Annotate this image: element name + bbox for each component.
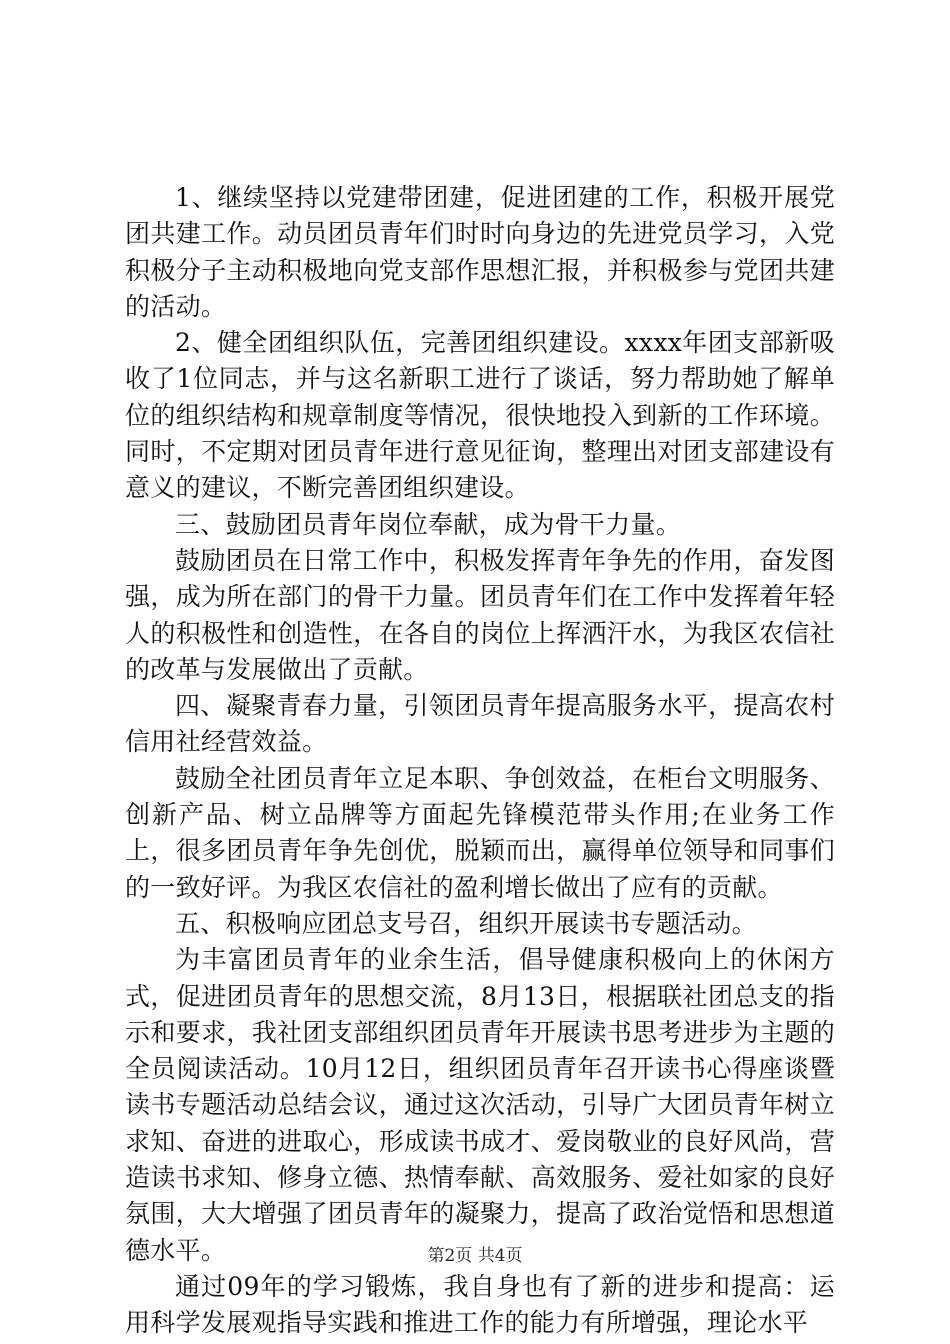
paragraph-4: 鼓励全社团员青年立足本职、争创效益，在柜台文明服务、创新产品、树立品牌等方面起先锋模范带头作用;在业务工作上，很多团员青年争先创优，脱颖而出，赢得单位领导和同事们的一致好评。为我区农信社的盈利增长做出了应有的贡献。 [125, 763, 835, 902]
section-heading-3: 三、鼓励团员青年岗位奉献，成为骨干力量。 [175, 509, 682, 539]
paragraph-1: 1、继续坚持以党建带团建，促进团建的工作，积极开展党团共建工作。动员团员青年们时时向身边的先进党员学习，入党积极分子主动积极地向党支部作思想汇报，并积极参与党团共建的活动。 [125, 183, 835, 321]
paragraph-5: 为丰富团员青年的业余生活，倡导健康积极向上的休闲方式，促进团员青年的思想交流，8月13日，根据联社团总支的指示和要求，我社团支部组织团员青年开展读书思考进步为主题的全员阅读活动。10月12日，组织团员青年召开读书心得座谈暨读书专题活动总结会议，通过这次活动，引导广大团员青年树立求知、奋进的进取心，形成读书成才、爱岗敬业的良好风尚，营造读书求知、修身立德、热情奉献、高效服务、爱社如家的良好氛围，大大增强了团员青年的凝聚力，提高了政治觉悟和思想道德水平。 [125, 945, 835, 1265]
document-body [125, 180, 835, 1342]
section-heading-5: 五、积极响应团总支号召，组织开展读书专题活动。 [175, 908, 757, 938]
paragraph-2: 2、健全团组织队伍，完善团组织建设。xxxx年团支部新吸收了1位同志，并与这名新职工进行了谈话，努力帮助她了解单位的组织结构和规章制度等情况，很快地投入到新的工作环境。同时，不定期对团员青年进行意见征询，整理出对团支部建设有意义的建议，不断完善团组织建设。 [125, 328, 835, 503]
section-heading-4: 四、凝聚青春力量，引领团员青年提高服务水平，提高农村信用社经营效益。 [125, 691, 835, 757]
paragraph-3: 鼓励团员在日常工作中，积极发挥青年争先的作用，奋发图强，成为所在部门的骨干力量。团员青年们在工作中发挥着年轻人的积极性和创造性，在各自的岗位上挥洒汗水，为我区农信社的改革与发展做出了贡献。 [125, 545, 835, 684]
page-number-footer: 第2页 共4页 [427, 1246, 523, 1266]
paragraph-6: 通过09年的学习锻炼，我自身也有了新的进步和提高：运用科学发展观指导实践和推进工作的能力有所增强，理论水平 [125, 1271, 835, 1338]
